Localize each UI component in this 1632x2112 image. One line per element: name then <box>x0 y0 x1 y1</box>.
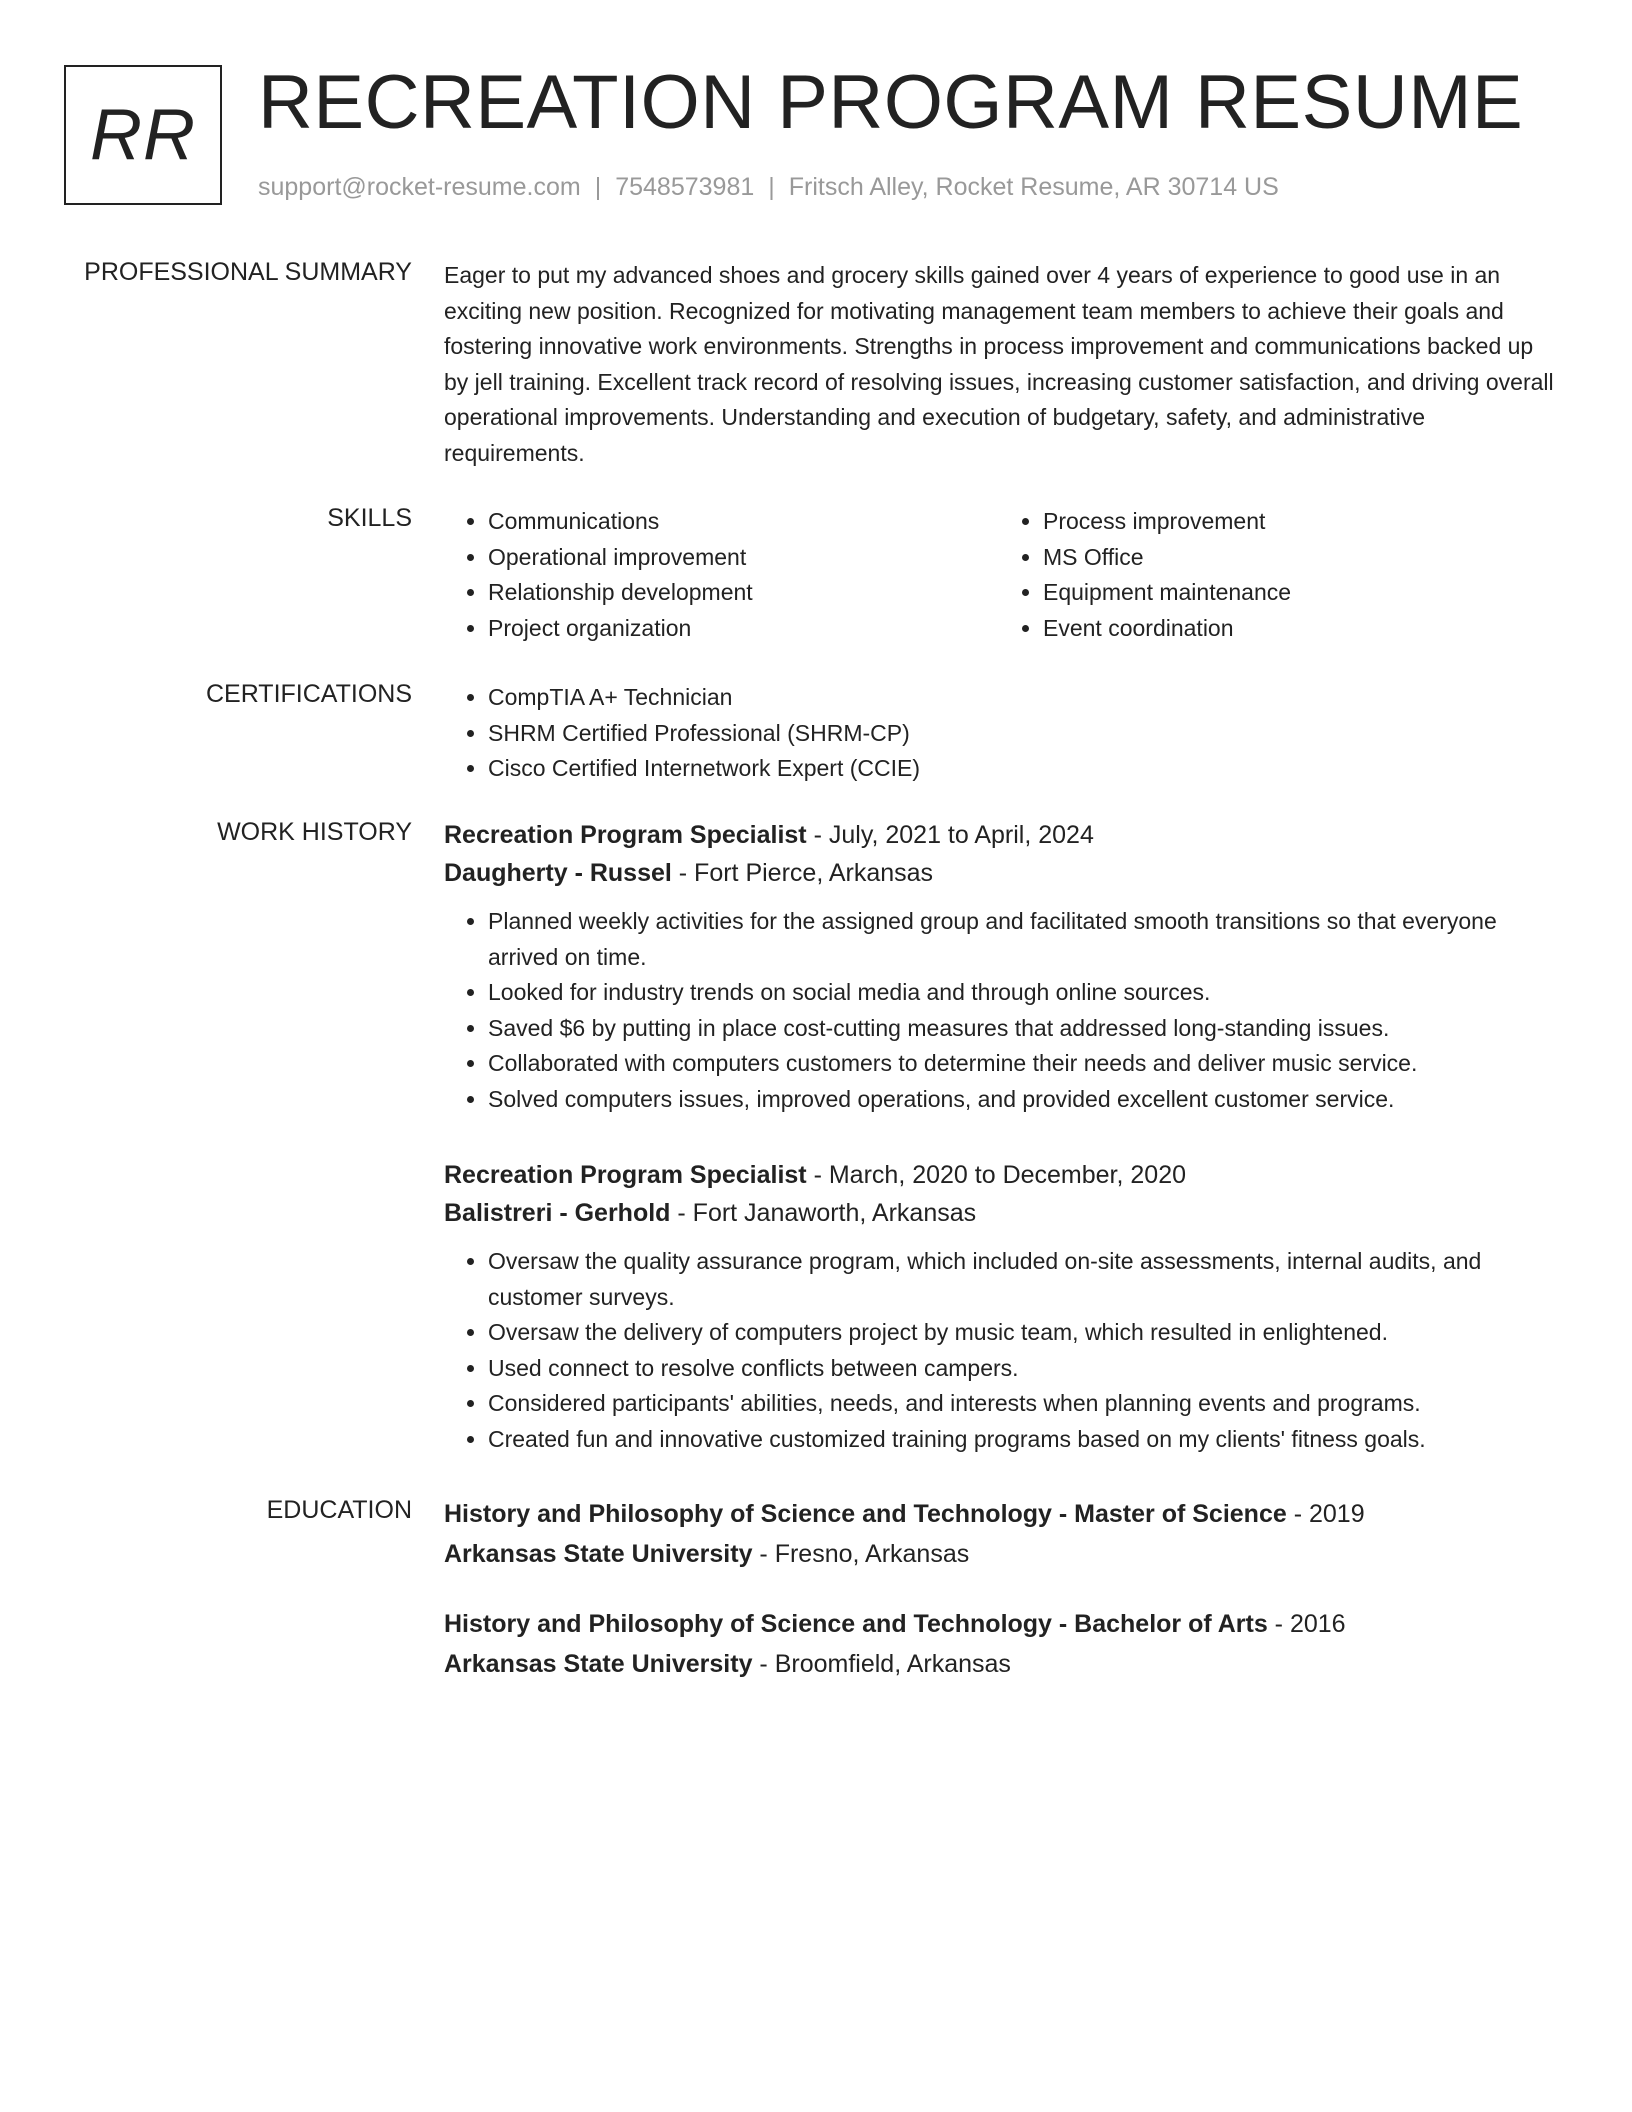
job-location: - Fort Pierce, Arkansas <box>671 859 934 887</box>
job-bullet: • Used connect to resolve conflicts between campers. <box>488 1351 1554 1387</box>
skills-grid <box>444 504 1554 646</box>
education-degree-line <box>444 1604 1554 1644</box>
job-bullet: • Planned weekly activities for the assigned group and facilitated smooth transitions so that everyone arrived on time. <box>488 904 1554 975</box>
job-bullet: • Saved $6 by putting in place cost-cutting measures that addressed long-standing issues. <box>488 1011 1554 1047</box>
job-entry <box>444 816 1554 1118</box>
skills-list-left <box>444 504 999 646</box>
summary-text: Eager to put my advanced shoes and grocery skills gained over 4 years of experience to good use in an exciting new position. Recognized for motivating management team members to achieve their goals and fostering innovative work environments. Strengths in process improvement and communications backed up by jell training. Excellent track record of resolving issues, increasing customer satisfaction, and driving overall operational improvements. Understanding and execution of budgetary, safety, and administrative requirements. <box>444 262 1554 466</box>
contact-separator: | <box>594 173 602 201</box>
job-bullet: • Considered participants' abilities, needs, and interests when planning events and programs. <box>488 1386 1554 1422</box>
education-entry <box>444 1494 1554 1574</box>
job-bullet: • Collaborated with computers customers to determine their needs and deliver music service. <box>488 1046 1554 1082</box>
skill-item: • Equipment maintenance <box>1043 575 1554 611</box>
skill-item: • Operational improvement <box>488 540 999 576</box>
job-location: - Fort Janaworth, Arkansas <box>670 1199 977 1227</box>
skill-item: • Project organization <box>488 611 999 647</box>
job-title-line <box>444 1156 1554 1194</box>
job-dates: - July, 2021 to April, 2024 <box>806 821 1094 849</box>
job-title: Recreation Program Specialist <box>444 1161 807 1189</box>
section-label-education: EDUCATION <box>266 1496 412 1524</box>
contact-email: support@rocket-resume.com <box>258 173 581 201</box>
job-company: Balistreri - Gerhold <box>444 1199 671 1227</box>
certification-item: • SHRM Certified Professional (SHRM-CP) <box>488 716 1554 752</box>
monogram-logo: RR <box>64 65 222 205</box>
contact-address: Fritsch Alley, Rocket Resume, AR 30714 US <box>788 173 1279 201</box>
contact-line <box>258 173 1279 202</box>
education-school-line <box>444 1644 1554 1684</box>
resume-title: RECREATION PROGRAM RESUME <box>258 60 1524 145</box>
skill-item: • Process improvement <box>1043 504 1554 540</box>
education-degree-line <box>444 1494 1554 1534</box>
contact-separator: | <box>768 173 775 201</box>
section-label-summary: PROFESSIONAL SUMMARY <box>84 258 412 286</box>
education-location: - Broomfield, Arkansas <box>752 1650 1011 1678</box>
education-year: - 2019 <box>1286 1500 1365 1528</box>
section-label-work-history: WORK HISTORY <box>217 818 412 846</box>
job-bullet: • Oversaw the delivery of computers project by music team, which resulted in enlightened. <box>488 1315 1554 1351</box>
section-label-certifications: CERTIFICATIONS <box>205 680 412 708</box>
certification-item: • Cisco Certified Internetwork Expert (CCIE) <box>488 751 1554 787</box>
job-company: Daugherty - Russel <box>444 859 672 887</box>
education-school: Arkansas State University <box>444 1650 753 1678</box>
resume-header <box>64 60 1564 210</box>
job-bullet: • Looked for industry trends on social media and through online sources. <box>488 975 1554 1011</box>
job-title-line <box>444 816 1554 854</box>
education-school-line <box>444 1534 1554 1574</box>
job-company-line <box>444 854 1554 892</box>
certifications-list <box>444 680 1554 787</box>
education-year: - 2016 <box>1267 1610 1346 1638</box>
summary-body <box>444 258 1554 472</box>
skill-item: • Event coordination <box>1043 611 1554 647</box>
skill-item: • Relationship development <box>488 575 999 611</box>
skill-item: • MS Office <box>1043 540 1554 576</box>
job-entry <box>444 1156 1554 1458</box>
skill-item: • Communications <box>488 504 999 540</box>
certification-item: • CompTIA A+ Technician <box>488 680 1554 716</box>
job-title: Recreation Program Specialist <box>444 821 807 849</box>
skills-list-right <box>999 504 1554 646</box>
job-bullet: • Solved computers issues, improved operations, and provided excellent customer service. <box>488 1082 1554 1118</box>
job-company-line <box>444 1194 1554 1232</box>
section-label-skills: SKILLS <box>327 504 412 532</box>
job-dates: - March, 2020 to December, 2020 <box>806 1161 1187 1189</box>
education-degree: History and Philosophy of Science and Technology - Bachelor of Arts <box>444 1610 1268 1638</box>
job-bullet: • Oversaw the quality assurance program, which included on-site assessments, internal audits, and customer surveys. <box>488 1244 1554 1315</box>
education-degree: History and Philosophy of Science and Technology - Master of Science <box>444 1500 1287 1528</box>
education-entry <box>444 1604 1554 1684</box>
skills-body <box>444 504 1554 646</box>
education-school: Arkansas State University <box>444 1540 753 1568</box>
education-location: - Fresno, Arkansas <box>752 1540 970 1568</box>
contact-phone: 7548573981 <box>615 173 755 201</box>
certifications-body <box>444 680 1554 787</box>
job-bullets <box>444 1244 1554 1458</box>
job-bullets <box>444 904 1554 1118</box>
job-bullet: • Created fun and innovative customized training programs based on my clients' fitness goals. <box>488 1422 1554 1458</box>
